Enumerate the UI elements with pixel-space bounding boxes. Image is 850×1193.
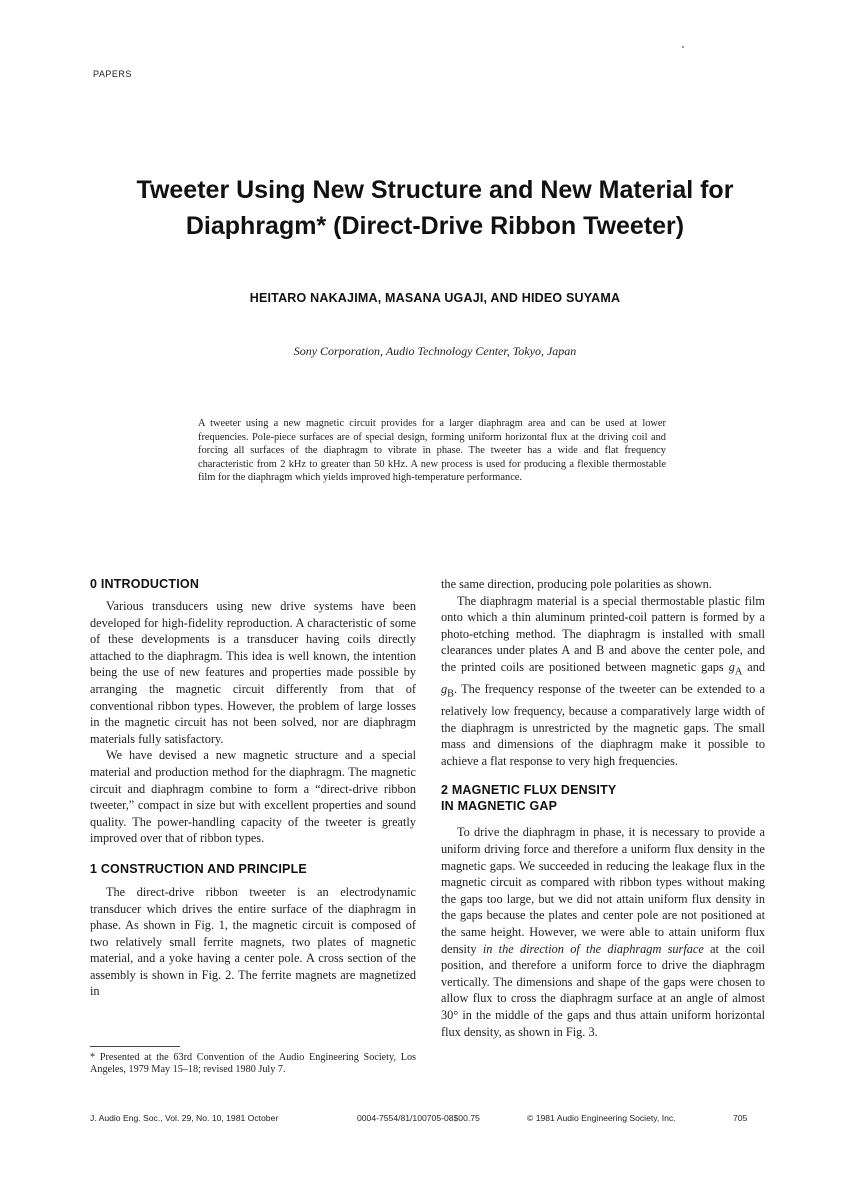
gap-symbol-b: g	[441, 682, 448, 697]
left-column	[90, 576, 416, 1000]
heading-introduction: 0 INTRODUCTION	[90, 577, 200, 591]
heading-flux-line-1: 2 MAGNETIC FLUX DENSITY	[441, 783, 617, 798]
intro-paragraph-1: Various transducers using new drive systems have been developed for high-fidelity reproduction. A characteristic of some of these developments is a transducer having coils directly attached to the diaphragm. This idea is well known, the intention being the use of new features and properties made possible by arranging the magnetic circuit differently from that of conventional ribbon types. However, the problem of large losses in the magnetic circuit has not been solved, nor are diaphragm materials fully satisfactory.	[90, 599, 416, 746]
heading-flux-line-2: IN MAGNETIC GAP	[441, 799, 558, 814]
heading-flux-density	[441, 782, 765, 814]
construction-paragraph-2-and: and	[742, 659, 765, 674]
construction-paragraph-2-a: The diaphragm material is a special thermostable plastic film onto which a thin aluminum printed-coil pattern is formed by a photo-etching method. The diaphragm is installed with small clearances under plates A and B and above the center pole, and the printed coils are positioned between magnetic gaps	[441, 593, 765, 674]
construction-paragraph-1: The direct-drive ribbon tweeter is an electrodynamic transducer which drives the entire surface of the diaphragm in phase. As shown in Fig. 1, the magnetic circuit is composed of two relatively small ferrite magnets, two plates of magnetic material, and a yoke having a center pole. A cross section of the assembly is shown in Fig. 2. The ferrite magnets are magnetized in	[90, 884, 416, 999]
footer-copyright: © 1981 Audio Engineering Society, Inc.	[527, 1113, 676, 1123]
abstract: A tweeter using a new magnetic circuit provides for a larger diaphragm area and can be used at lower frequencies. Pole-piece surfaces are of special design, forming uniform horizontal flux at the driving coil and forcing all surfaces of the diaphragm to vibrate in phase. The tweeter has a wide and flat frequency characteristic from 2 kHz to greater than 50 kHz. A new process is used for producing a flexible thermostable film for the diaphragm which yields improved high-temperature performance.	[198, 418, 666, 484]
gap-symbol-a: g	[728, 659, 735, 674]
flux-paragraph-1-b: at the coil position, and therefore a uniform force to drive the diaphragm vertically. The dimensions and shape of the gaps were chosen to allow flux to cross the diaphragm surface at an angle of almost 30° in the middle of the gaps and thus attain uniform horizontal flux density, as shown in Fig. 3.	[441, 941, 765, 1039]
section-label: PAPERS	[93, 69, 132, 79]
authors: HEITARO NAKAJIMA, MASANA UGAJI, AND HIDEO SUYAMA	[249, 291, 621, 305]
heading-construction: 1 CONSTRUCTION AND PRINCIPLE	[90, 861, 307, 876]
footer-journal: J. Audio Eng. Soc., Vol. 29, No. 10, 1981 October	[90, 1113, 279, 1123]
footnote-rule	[90, 1046, 180, 1047]
construction-paragraph-2-b: . The frequency response of the tweeter can be extended to a relatively low frequency, because a comparatively large width of the diaphragm is unrestricted by the magnetic gaps. The small mass and dimensions of the diaphragm make it possible to achieve a flat response to very high frequencies.	[441, 682, 765, 768]
flux-paragraph-1-a: To drive the diaphragm in phase, it is necessary to provide a uniform driving force and therefore a uniform flux density in the magnetic gaps. We succeeded in reducing the leakage flux in the magnetic circuit as compared with ribbon types without making the gaps too large, but we did not attain uniform flux density in the gaps because the plates and center pole are not positioned at the same height. However, we were able to attain uniform flux density	[441, 825, 765, 956]
flux-paragraph-1-italic: in the direction of the diaphragm surface	[482, 941, 704, 956]
paper-title: Tweeter Using New Structure and New Material for Diaphragm* (Direct-Drive Ribbon Tweeter)	[136, 176, 734, 240]
construction-paragraph-1-continued: the same direction, producing pole polarities as shown.	[441, 577, 712, 591]
right-column	[441, 576, 765, 1040]
intro-paragraph-2: We have devised a new magnetic structure and a special material and production method for the diaphragm. The magnetic circuit and diaphragm combine to form a “direct-drive ribbon tweeter,” compact in size but with excellent properties and sound quality. The power-handling capacity of the tweeter is greatly improved over that of ribbon types.	[90, 748, 416, 846]
page-number: 705	[733, 1113, 748, 1123]
gap-symbol-b-subscript: B	[447, 688, 454, 700]
scan-speck	[682, 46, 684, 48]
construction-paragraph-2	[441, 593, 765, 770]
footnote: * Presented at the 63rd Convention of the Audio Engineering Society, Los Angeles, 1979 May 15–18; revised 1980 July 7.	[90, 1052, 416, 1076]
flux-paragraph-1	[441, 824, 765, 1040]
gap-symbol-a-subscript: A	[734, 666, 743, 678]
footer-code: 0004-7554/81/100705-08$00.75	[357, 1113, 480, 1123]
affiliation: Sony Corporation, Audio Technology Center, Tokyo, Japan	[293, 344, 577, 358]
